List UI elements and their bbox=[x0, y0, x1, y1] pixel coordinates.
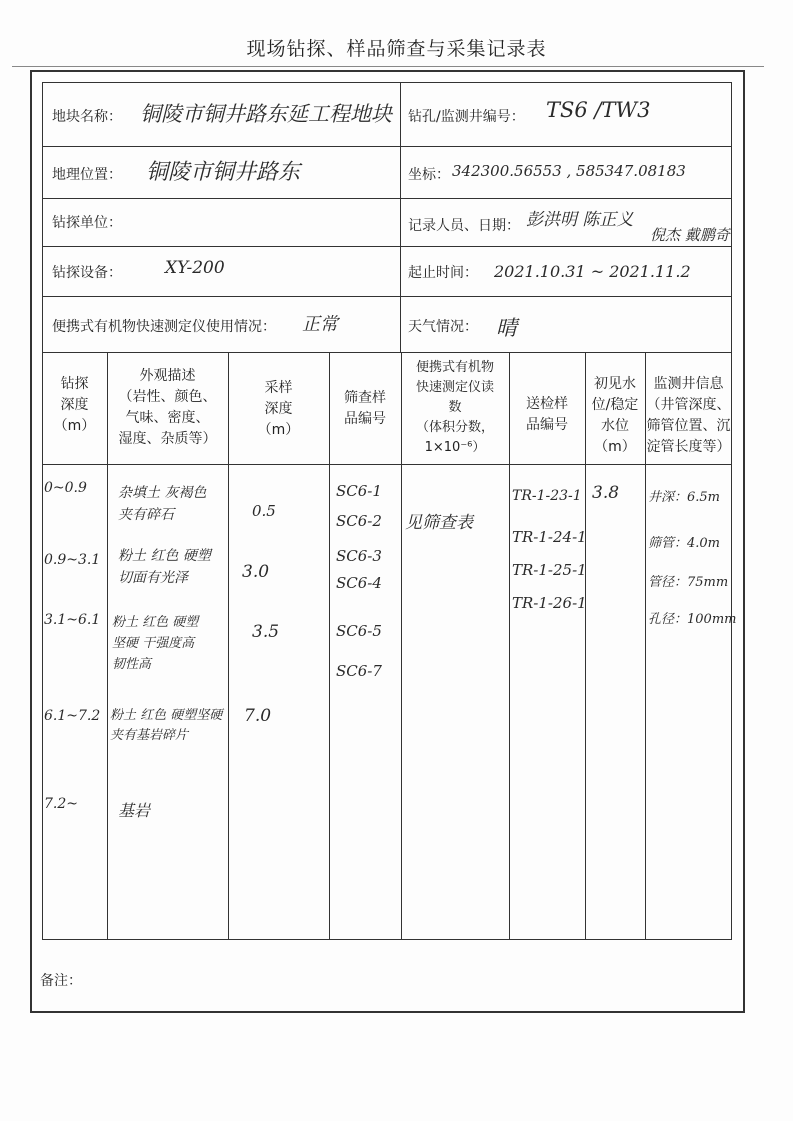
screen-sample-id: SC6-1 bbox=[336, 482, 382, 500]
coordinates-value: 342300.56553 , 585347.08183 bbox=[452, 162, 686, 180]
send-sample-id: TR-1-23-1 bbox=[512, 488, 582, 504]
send-sample-id: TR-1-26-1 bbox=[512, 594, 587, 612]
pid-usage-label: 便携式有机物快速测定仪使用情况： bbox=[52, 319, 276, 335]
depth-entry: 3.1~6.1 bbox=[44, 612, 101, 628]
pid-usage-value: 正常 bbox=[302, 314, 338, 335]
location-value: 铜陵市铜井路东 bbox=[146, 160, 301, 185]
well-id-label: 钻孔/监测井编号： bbox=[408, 109, 525, 125]
drill-unit-label: 钻探单位： bbox=[52, 215, 122, 231]
screen-sample-id: SC6-2 bbox=[336, 512, 382, 530]
description-entry: 粉土 红色 硬塑 坚硬 干强度高 韧性高 bbox=[112, 615, 199, 672]
sample-depth-entry: 3.0 bbox=[242, 562, 270, 582]
well-info-entry: 筛管：4.0m bbox=[648, 536, 721, 551]
drill-equipment-label: 钻探设备： bbox=[52, 265, 122, 281]
header-sample-depth: 采样 深度 （m） bbox=[257, 380, 300, 438]
depth-entry: 6.1~7.2 bbox=[44, 708, 101, 724]
col-divider bbox=[509, 352, 510, 940]
send-sample-id: TR-1-25-1 bbox=[512, 561, 587, 579]
well-info-entry: 井深：6.5m bbox=[648, 490, 721, 505]
title-rule bbox=[12, 66, 764, 67]
well-id-value: TS6 /TW3 bbox=[546, 98, 651, 122]
col-divider bbox=[400, 82, 401, 352]
header-drill-depth: 钻探 深度 （m） bbox=[53, 376, 96, 434]
header-water-level: 初见水 位/稳定 水位 （m） bbox=[591, 376, 639, 455]
header-divider bbox=[42, 464, 732, 465]
weather-value: 晴 bbox=[496, 316, 517, 340]
depth-entry: 0.9~3.1 bbox=[44, 552, 101, 568]
depth-entry: 0~0.9 bbox=[44, 480, 87, 496]
row-divider bbox=[42, 198, 732, 199]
start-end-time-label: 起止时间： bbox=[408, 265, 478, 281]
row-divider bbox=[42, 296, 732, 297]
screen-sample-id: SC6-5 bbox=[336, 622, 382, 640]
sample-depth-entry: 0.5 bbox=[252, 502, 276, 520]
description-entry: 杂填土 灰褐色 夹有碎石 bbox=[118, 485, 207, 523]
send-sample-id: TR-1-24-1 bbox=[512, 528, 587, 546]
start-end-time-value: 2021.10.31 ~ 2021.11.2 bbox=[494, 262, 691, 281]
row-divider bbox=[42, 246, 732, 247]
coordinates-label: 坐标： bbox=[408, 167, 450, 183]
screen-sample-id: SC6-3 bbox=[336, 547, 382, 565]
water-level-entry: 3.8 bbox=[592, 483, 620, 503]
weather-label: 天气情况： bbox=[408, 319, 478, 335]
drill-equipment-value: XY-200 bbox=[165, 258, 225, 278]
row-divider bbox=[42, 146, 732, 147]
row-divider bbox=[42, 352, 732, 353]
recorder-value-1: 彭洪明 陈正义 bbox=[526, 210, 634, 230]
plot-name-value: 铜陵市铜井路东延工程地块 bbox=[140, 102, 392, 126]
header-screen-id: 筛查样 品编号 bbox=[344, 390, 386, 427]
sample-depth-entry: 3.5 bbox=[252, 622, 280, 642]
header-well-info: 监测井信息 （井管深度、 筛管位置、沉 淀管长度等） bbox=[646, 376, 731, 455]
sample-depth-entry: 7.0 bbox=[244, 706, 272, 726]
form-title: 现场钻探、样品筛查与采集记录表 bbox=[246, 38, 547, 60]
description-entry: 粉土 红色 硬塑坚硬 夹有基岩碎片 bbox=[110, 708, 223, 743]
location-label: 地理位置： bbox=[52, 167, 122, 183]
well-info-entry: 管径：75mm bbox=[648, 575, 729, 590]
header-pid-reading: 便携式有机物 快速测定仪读 数 （体积分数， 1×10⁻⁶） bbox=[415, 360, 494, 455]
description-entry: 基岩 bbox=[118, 801, 151, 820]
plot-name-label: 地块名称： bbox=[52, 109, 122, 125]
remarks-label: 备注： bbox=[40, 973, 82, 989]
pid-reading-entry: 见筛查表 bbox=[405, 513, 473, 533]
recorder-label: 记录人员、日期： bbox=[408, 218, 520, 234]
header-send-id: 送检样 品编号 bbox=[526, 396, 568, 433]
header-description: 外观描述 （岩性、颜色、 气味、密度、 湿度、杂质等） bbox=[118, 368, 217, 447]
screen-sample-id: SC6-4 bbox=[336, 574, 382, 592]
description-entry: 粉土 红色 硬塑 切面有光泽 bbox=[118, 548, 211, 586]
well-info-entry: 孔径：100mm bbox=[648, 612, 737, 627]
col-divider bbox=[329, 352, 330, 940]
screen-sample-id: SC6-7 bbox=[336, 662, 382, 680]
depth-entry: 7.2~ bbox=[44, 796, 78, 812]
recorder-value-2: 倪杰 戴鹏奇 bbox=[650, 226, 730, 244]
